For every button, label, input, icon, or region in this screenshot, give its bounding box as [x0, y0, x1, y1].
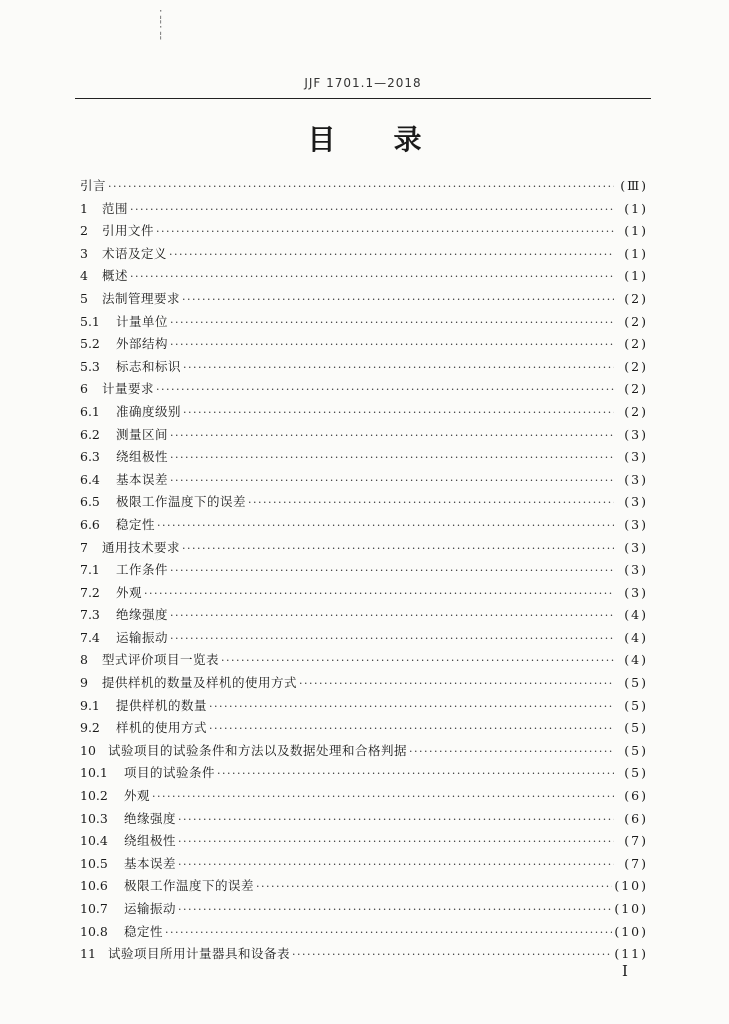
- toc-leader-dots: [256, 880, 612, 893]
- toc-entry[interactable]: [80, 560, 648, 583]
- toc-entry-page: (7): [624, 833, 648, 849]
- page-title: 目录: [307, 123, 480, 156]
- toc-entry-title: 术语及定义: [102, 245, 168, 261]
- toc-entry-page: (3): [624, 584, 648, 600]
- toc-entry-title: 绕组极性: [124, 833, 177, 849]
- toc-entry-page: (3): [624, 471, 648, 487]
- toc-entry-title: 概述: [102, 268, 129, 284]
- page-number: I: [622, 962, 628, 980]
- toc-entry-page: (5): [624, 697, 648, 713]
- toc-entry[interactable]: [80, 402, 648, 425]
- toc-entry-title: 稳定性: [124, 923, 164, 939]
- toc-entry-number: 10.2: [80, 788, 108, 804]
- toc-leader-dots: [170, 474, 614, 487]
- toc-entry-title: 范围: [102, 200, 129, 216]
- toc-entry-page: (3): [624, 449, 648, 465]
- toc-entry[interactable]: [80, 425, 648, 448]
- toc-entry[interactable]: [80, 515, 648, 538]
- toc-entry-title: 引言: [80, 178, 107, 193]
- toc-entry-page: (10): [614, 901, 648, 916]
- toc-entry[interactable]: [80, 876, 648, 899]
- toc-leader-dots: [170, 316, 614, 329]
- toc-entry-number: 6.2: [80, 426, 100, 442]
- toc-entry[interactable]: [80, 696, 648, 719]
- toc-entry[interactable]: [80, 266, 648, 289]
- toc-entry[interactable]: [80, 221, 648, 244]
- toc-entry-number: 9.2: [80, 720, 100, 736]
- toc-entry-number: 7: [80, 539, 88, 555]
- toc-entry[interactable]: [80, 244, 648, 267]
- toc-entry-number: 10.8: [80, 923, 108, 939]
- toc-leader-dots: [248, 496, 614, 509]
- toc-entry-page: (7): [624, 855, 648, 871]
- toc-leader-dots: [183, 361, 614, 374]
- toc-entry-number: 7.1: [80, 562, 100, 578]
- toc-leader-dots: [157, 519, 614, 532]
- toc-entry[interactable]: [80, 899, 648, 922]
- toc-entry-page: (5): [624, 765, 648, 781]
- toc-leader-dots: [170, 338, 614, 351]
- toc-entry-page: (11): [614, 946, 648, 962]
- toc-entry[interactable]: [80, 741, 648, 764]
- toc-entry[interactable]: [80, 334, 648, 357]
- toc-entry-title: 绝缘强度: [124, 810, 177, 826]
- toc-leader-dots: [292, 948, 612, 961]
- toc-entry-page: (5): [624, 720, 648, 736]
- toc-leader-dots: [178, 903, 612, 916]
- toc-entry-number: 6.6: [80, 516, 100, 532]
- toc-entry[interactable]: [80, 583, 648, 606]
- toc-entry-title: 测量区间: [116, 426, 169, 442]
- toc-entry-title: 基本误差: [124, 855, 177, 871]
- toc-entry-number: 6.5: [80, 494, 100, 510]
- table-of-contents: [80, 176, 648, 967]
- toc-entry-number: 6: [80, 381, 88, 397]
- toc-entry[interactable]: [80, 492, 648, 515]
- toc-entry-number: 7.4: [80, 629, 100, 645]
- toc-entry-number: 7.2: [80, 584, 100, 600]
- toc-entry-page: (2): [624, 381, 648, 397]
- toc-entry-number: 5.1: [80, 313, 100, 329]
- toc-entry-page: (4): [624, 652, 648, 668]
- toc-entry-title: 基本误差: [116, 471, 169, 487]
- toc-entry[interactable]: [80, 447, 648, 470]
- toc-leader-dots: [178, 813, 614, 826]
- toc-leader-dots: [409, 745, 614, 758]
- toc-entry-title: 绕组极性: [116, 449, 169, 465]
- toc-leader-dots: [156, 383, 614, 396]
- toc-entry[interactable]: [80, 809, 648, 832]
- toc-entry-page: (1): [624, 223, 648, 239]
- toc-entry-title: 提供样机的数量及样机的使用方式: [102, 675, 298, 691]
- toc-entry-title: 极限工作温度下的误差: [124, 878, 255, 894]
- toc-leader-dots: [217, 767, 614, 780]
- toc-entry-title: 稳定性: [116, 516, 156, 532]
- toc-entry-title: 准确度级别: [116, 403, 182, 419]
- toc-entry[interactable]: [80, 831, 648, 854]
- toc-leader-dots: [183, 406, 614, 419]
- toc-entry[interactable]: [80, 176, 648, 199]
- toc-entry[interactable]: [80, 470, 648, 493]
- toc-entry[interactable]: [80, 199, 648, 222]
- toc-entry-number: 4: [80, 268, 88, 284]
- toc-entry-title: 工作条件: [116, 562, 169, 578]
- toc-entry-page: (2): [624, 313, 648, 329]
- scan-margin-marks: · ¦ · ¦: [158, 7, 164, 41]
- toc-entry-title: 型式评价项目一览表: [102, 652, 220, 668]
- toc-entry-number: 6.4: [80, 471, 100, 487]
- toc-entry-page: (4): [624, 629, 648, 645]
- toc-leader-dots: [170, 564, 614, 577]
- toc-leader-dots: [170, 632, 614, 645]
- toc-entry-number: 9: [80, 675, 88, 691]
- toc-entry-page: (6): [624, 810, 648, 826]
- toc-entry-title: 通用技术要求: [102, 539, 181, 555]
- toc-leader-dots: [221, 654, 614, 667]
- toc-entry[interactable]: [80, 922, 648, 945]
- toc-entry[interactable]: [80, 673, 648, 696]
- toc-entry-page: (6): [624, 788, 648, 804]
- toc-leader-dots: [170, 429, 614, 442]
- document-code: JJF 1701.1—2018: [304, 76, 422, 90]
- toc-entry-title: 计量单位: [116, 313, 169, 329]
- toc-entry-number: 6.1: [80, 403, 100, 419]
- toc-leader-dots: [178, 835, 614, 848]
- toc-entry-title: 极限工作温度下的误差: [116, 494, 247, 510]
- toc-entry-page: (3): [624, 562, 648, 578]
- toc-entry-title: 项目的试验条件: [124, 765, 216, 781]
- toc-entry-page: (4): [624, 607, 648, 623]
- toc-entry-title: 外观: [124, 788, 151, 804]
- toc-leader-dots: [170, 451, 614, 464]
- toc-entry-number: 5.3: [80, 358, 100, 374]
- toc-entry[interactable]: [80, 379, 648, 402]
- toc-entry-page: (2): [624, 403, 648, 419]
- toc-entry[interactable]: [80, 854, 648, 877]
- toc-entry[interactable]: [80, 357, 648, 380]
- toc-entry[interactable]: [80, 605, 648, 628]
- toc-entry[interactable]: [80, 650, 648, 673]
- toc-entry-title: 试验项目的试验条件和方法以及数据处理和合格判据: [108, 742, 408, 758]
- toc-leader-dots: [108, 180, 614, 193]
- toc-leader-dots: [209, 700, 614, 713]
- toc-leader-dots: [130, 203, 614, 216]
- toc-entry-page: (2): [624, 336, 648, 352]
- toc-entry-page: (3): [624, 516, 648, 532]
- toc-entry-page: (2): [624, 358, 648, 374]
- toc-entry-page: (3): [624, 539, 648, 555]
- toc-leader-dots: [130, 270, 614, 283]
- toc-entry-number: 10: [80, 742, 96, 758]
- toc-leader-dots: [170, 609, 614, 622]
- toc-entry-title: 试验项目所用计量器具和设备表: [108, 946, 291, 962]
- toc-entry-number: 9.1: [80, 697, 100, 713]
- toc-entry-number: 6.3: [80, 449, 100, 465]
- toc-entry-number: 2: [80, 223, 88, 239]
- toc-entry-page: (10): [614, 878, 648, 894]
- toc-entry-title: 法制管理要求: [102, 290, 181, 306]
- toc-leader-dots: [144, 587, 614, 600]
- toc-leader-dots: [169, 248, 614, 261]
- toc-entry[interactable]: [80, 538, 648, 561]
- toc-entry-page: (1): [624, 245, 648, 261]
- toc-leader-dots: [165, 926, 612, 939]
- toc-entry-title: 绝缘强度: [116, 607, 169, 623]
- page-header: [75, 68, 651, 99]
- toc-entry[interactable]: [80, 763, 648, 786]
- toc-entry-number: 11: [80, 946, 96, 962]
- toc-entry-title: 计量要求: [102, 381, 155, 397]
- toc-leader-dots: [178, 858, 614, 871]
- toc-entry-title: 外观: [116, 584, 143, 600]
- toc-entry-title: 标志和标识: [116, 358, 182, 374]
- toc-entry-number: 5.2: [80, 336, 100, 352]
- toc-entry-number: 10.4: [80, 833, 108, 849]
- toc-entry-page: (1): [624, 268, 648, 284]
- toc-entry-number: 8: [80, 652, 88, 668]
- toc-entry-page: (Ⅲ): [620, 178, 648, 193]
- toc-entry-title: 运输振动: [124, 901, 177, 916]
- toc-entry-number: 10.1: [80, 765, 108, 781]
- toc-entry-title: 样机的使用方式: [116, 720, 208, 736]
- toc-leader-dots: [182, 542, 614, 555]
- toc-entry-number: 7.3: [80, 607, 100, 623]
- toc-entry-number: 10.5: [80, 855, 108, 871]
- toc-entry-page: (3): [624, 426, 648, 442]
- toc-entry[interactable]: [80, 312, 648, 335]
- toc-entry[interactable]: [80, 289, 648, 312]
- toc-leader-dots: [182, 293, 614, 306]
- toc-entry[interactable]: [80, 944, 648, 967]
- toc-entry-page: (5): [624, 742, 648, 758]
- toc-entry-title: 引用文件: [102, 223, 155, 239]
- toc-entry-page: (2): [624, 290, 648, 306]
- toc-entry-number: 10.6: [80, 878, 108, 894]
- toc-entry-page: (1): [624, 200, 648, 216]
- toc-entry-number: 10.7: [80, 901, 108, 916]
- toc-entry[interactable]: [80, 718, 648, 741]
- toc-leader-dots: [209, 722, 614, 735]
- toc-leader-dots: [299, 677, 614, 690]
- toc-entry-number: 3: [80, 245, 88, 261]
- toc-entry-page: (10): [614, 923, 648, 939]
- toc-entry-page: (5): [624, 675, 648, 691]
- toc-entry-title: 提供样机的数量: [116, 697, 208, 713]
- toc-entry-number: 10.3: [80, 810, 108, 826]
- toc-entry-number: 5: [80, 290, 88, 306]
- toc-entry[interactable]: [80, 786, 648, 809]
- toc-entry-title: 运输振动: [116, 629, 169, 645]
- toc-entry-page: (3): [624, 494, 648, 510]
- toc-leader-dots: [156, 225, 614, 238]
- toc-leader-dots: [152, 790, 614, 803]
- toc-entry-title: 外部结构: [116, 336, 169, 352]
- toc-entry-number: 1: [80, 200, 88, 216]
- toc-entry[interactable]: [80, 628, 648, 651]
